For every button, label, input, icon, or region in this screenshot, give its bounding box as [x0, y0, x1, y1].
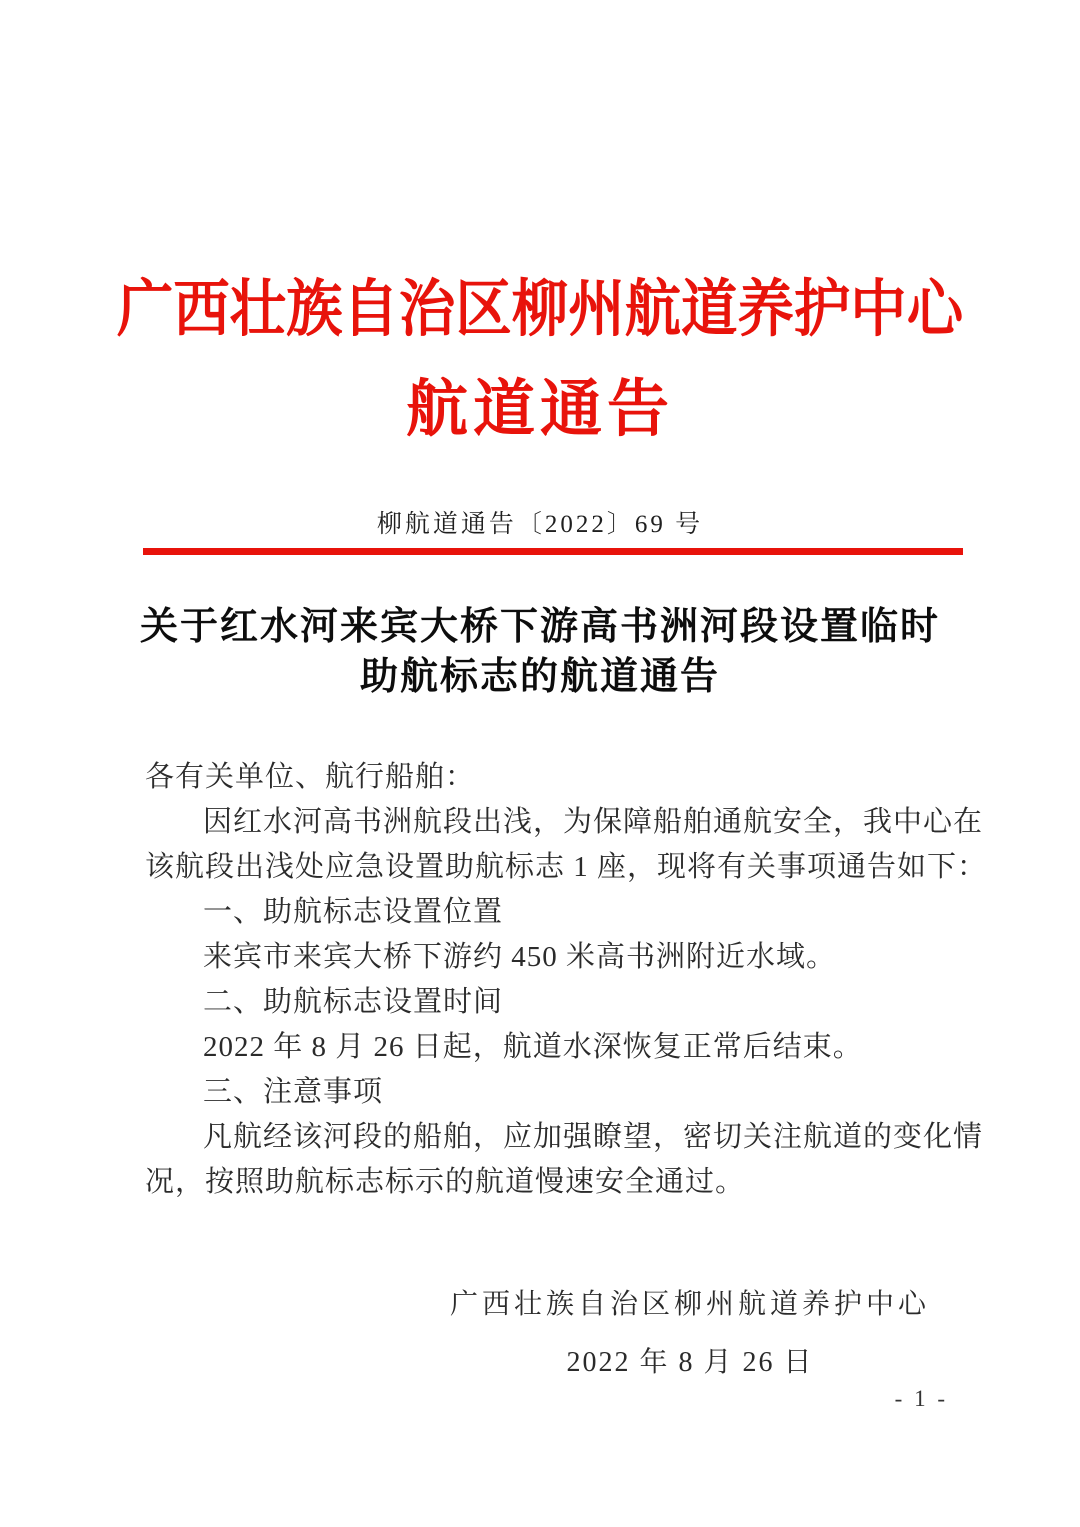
org-title-line1: 广西壮族自治区柳州航道养护中心 — [116, 276, 964, 344]
body-text — [145, 755, 988, 1205]
section-1-heading: 一、助航标志设置位置 — [203, 896, 504, 928]
page-number: - 1 - — [894, 1386, 948, 1411]
org-title-line2: 航道通告 — [405, 376, 674, 444]
signature-org: 广西壮族自治区柳州航道养护中心 — [449, 1289, 930, 1320]
section-3-heading: 三、注意事项 — [203, 1076, 384, 1108]
signature-date: 2022 年 8 月 26 日 — [566, 1347, 814, 1378]
subject-title-line2: 助航标志的航道通告 — [359, 656, 720, 698]
body-line: 2022 年 8 月 26 日起，航道水深恢复正常后结束。 — [203, 1031, 863, 1063]
section-2-heading: 二、助航标志设置时间 — [203, 986, 504, 1018]
salutation-line: 各有关单位、航行船舶： — [145, 761, 476, 793]
body-line: 因红水河高书洲航段出浅，为保障船舶通航安全，我中心在 — [203, 806, 984, 838]
body-line: 来宾市来宾大桥下游约 450 米高书洲附近水域。 — [203, 941, 837, 973]
doc-number: 柳航道通告〔2022〕69 号 — [376, 511, 704, 538]
body-line: 况，按照助航标志标示的航道慢速安全通过。 — [145, 1166, 746, 1198]
body-line: 该航段出浅处应急设置助航标志 1 座，现将有关事项通告如下： — [145, 851, 988, 883]
body-line: 凡航经该河段的船舶，应加强瞭望，密切关注航道的变化情 — [203, 1121, 984, 1153]
subject-title — [0, 602, 1080, 702]
red-rule-divider — [143, 548, 963, 555]
org-title — [0, 276, 1080, 444]
signature-block — [420, 1288, 960, 1380]
subject-title-line1: 关于红水河来宾大桥下游高书洲河段设置临时 — [139, 606, 940, 648]
